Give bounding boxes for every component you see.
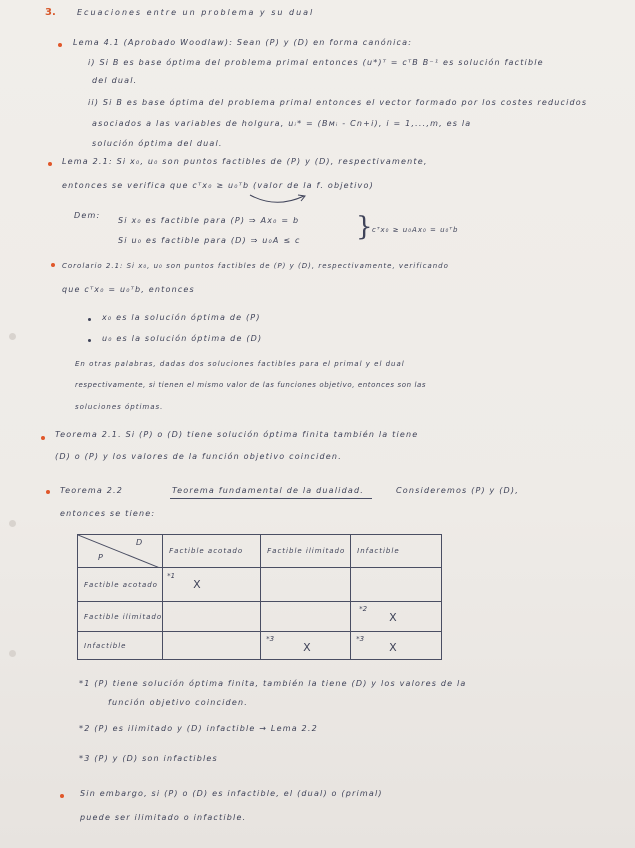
note-3: *3 (P) y (D) son infactibles [79,754,218,763]
corollary-line1: Corolario 2.1: Si x₀, u₀ son puntos factibles de (P) y (D), respectivamente, verificando [62,262,449,270]
table-cell [163,632,261,660]
corollary-note2: respectivamente, si tienen el mismo valor de las funciones objetivo, entonces son las [75,381,427,389]
mark-2: *2 [359,605,368,613]
bullet [41,436,45,440]
lemma1-part-i-cont: del dual. [92,76,138,85]
bullet [48,162,52,166]
corollary-bullet2: u₀ es la solución óptima de (D) [102,334,263,343]
row-header: Factible ilimitado [78,602,163,632]
bullet [51,263,55,267]
row-header: Infactible [78,632,163,660]
binder-hole [9,333,16,340]
table-cell [163,568,261,602]
x-mark: X [193,578,201,591]
dem-line1: Si x₀ es factible para (P) ⇒ Ax₀ = b [118,216,300,225]
table-cell [261,602,351,632]
theorem2-name: Teorema fundamental de la dualidad. [172,486,364,495]
corner-p-label: P [98,553,103,562]
lemma1-heading: Lema 4.1 (Aprobado Woodlaw): Sean (P) y (D) en forma canónica: [73,38,413,47]
underline [170,498,372,499]
mark-3: *3 [266,635,275,643]
col-header: Factible ilimitado [261,535,351,568]
dem-label: Dem: [74,211,101,220]
note-1-cont: función objetivo coinciden. [108,698,248,707]
row-header: Factible acotado [78,568,163,602]
corollary-note1: En otras palabras, dadas dos soluciones factibles para el primal y el dual [75,360,405,368]
table-cell [351,632,442,660]
lemma2-heading: Lema 2.1: Si x₀, u₀ son puntos factibles de (P) y (D), respectivamente, [62,157,428,166]
note-4-cont: puede ser ilimitado o infactible. [80,813,247,822]
lemma1-part-ii: ii) Si B es base óptima del problema primal entonces el vector formado por los costes reducidos [88,98,588,107]
mark-1: *1 [167,572,176,580]
binder-hole [9,650,16,657]
x-mark: X [389,641,397,654]
table-corner [78,535,163,568]
duality-table [77,534,442,660]
theorem1-line1: Teorema 2.1. Si (P) o (D) tiene solución óptima finita también la tiene [55,430,419,439]
theorem2-rest: Consideremos (P) y (D), [396,486,519,495]
binder-hole [9,520,16,527]
table-cell [261,568,351,602]
bullet [58,43,62,47]
lemma1-part-i: i) Si B es base óptima del problema primal entonces (u*)ᵀ = cᵀB B⁻¹ es solución factible [88,58,544,67]
note-4: Sin embargo, si (P) o (D) es infactible, el (dual) o (primal) [80,789,383,798]
lemma1-part-ii-cont: asociados a las variables de holgura, uᵢ* = (Bᴍᵢ - Cn+i), i = 1,...,m, es la [92,119,472,128]
mark-3: *3 [356,635,365,643]
x-mark: X [389,611,397,624]
corollary-note3: soluciones óptimas. [75,403,164,411]
lemma1-part-ii-cont2: solución óptima del dual. [92,139,223,148]
dem-line2: Si u₀ es factible para (D) ⇒ u₀A ≤ c [118,236,301,245]
col-header: Factible acotado [163,535,261,568]
bullet [46,490,50,494]
corollary-bullet1: x₀ es la solución óptima de (P) [102,313,261,322]
table-cell [163,602,261,632]
brace-symbol: } [356,212,373,242]
theorem2-line2: entonces se tiene: [60,509,156,518]
note-1: *1 (P) tiene solución óptima finita, también la tiene (D) y los valores de la [79,679,467,688]
bullet [88,339,91,342]
lemma2-line2: entonces se verifica que cᵀx₀ ≥ u₀ᵀb (valor de la f. objetivo) [62,181,374,190]
table-cell [351,568,442,602]
section-title: Ecuaciones entre un problema y su dual [77,8,315,17]
corner-d-label: D [136,538,143,547]
table-cell [351,602,442,632]
x-mark: X [303,641,311,654]
bullet [60,794,64,798]
col-header: Infactible [351,535,442,568]
diagonal-line [78,535,160,568]
theorem2-label: Teorema 2.2 [60,486,124,495]
corollary-line2: que cᵀx₀ = u₀ᵀb, entonces [62,285,195,294]
dem-result: cᵀx₀ ≥ u₀Ax₀ = u₀ᵀb [372,226,459,234]
table-cell [261,632,351,660]
bullet [88,318,91,321]
note-2: *2 (P) es ilimitado y (D) infactible → Lema 2.2 [79,724,318,733]
section-number: 3. [45,7,56,18]
theorem1-line2: (D) o (P) y los valores de la función objetivo coinciden. [55,452,342,461]
arrow-annotation [248,193,308,207]
